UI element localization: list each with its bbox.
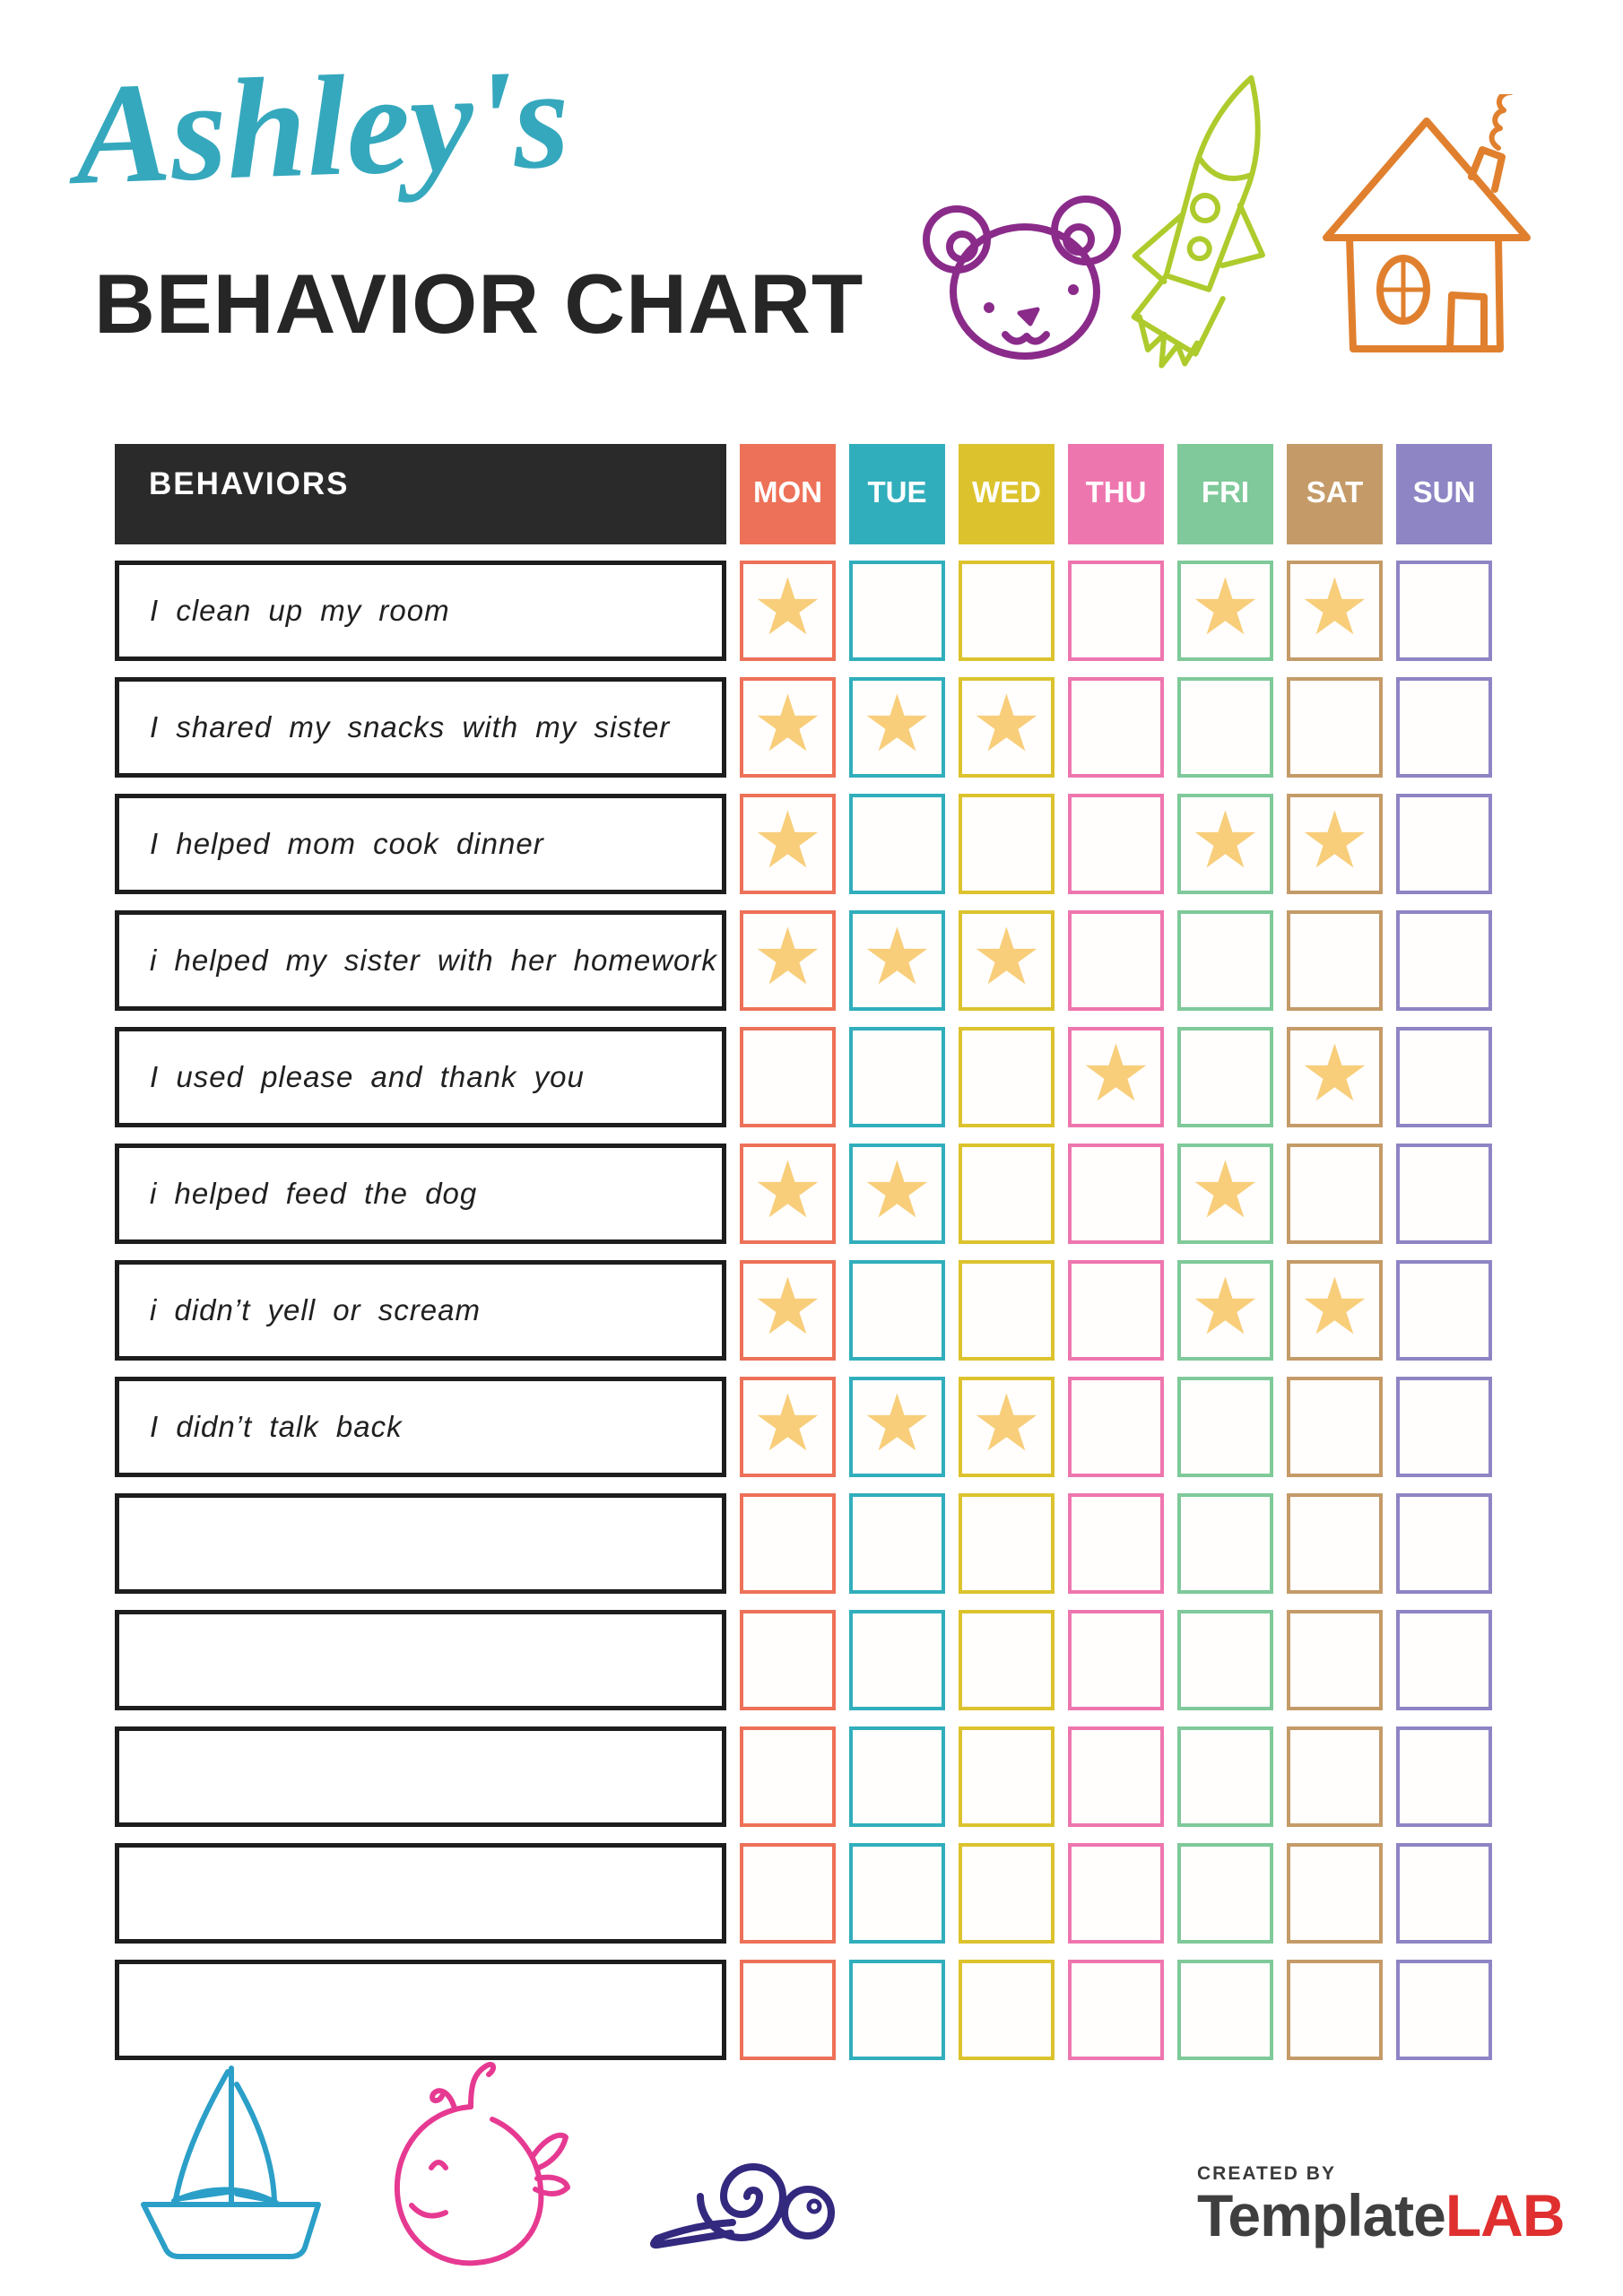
day-header-label: SUN [1412, 475, 1476, 509]
day-cell-thu-row-6 [1068, 1144, 1164, 1244]
day-cell-thu-row-10 [1068, 1610, 1164, 1710]
day-cell-mon-row-5 [740, 1027, 836, 1127]
day-cell-mon-row-9 [740, 1493, 836, 1594]
day-cell-mon-row-6 [740, 1144, 836, 1244]
day-header-mon [740, 444, 836, 544]
day-cell-tue-row-5 [849, 1027, 945, 1127]
day-cell-wed-row-5 [959, 1027, 1055, 1127]
day-cell-tue-row-6 [849, 1144, 945, 1244]
day-cell-thu-row-4 [1068, 910, 1164, 1011]
house-doodle-icon [1314, 94, 1538, 363]
day-header-label: SAT [1306, 475, 1364, 509]
page-title-script: Ashley's [72, 37, 572, 215]
day-cell-mon-row-10 [740, 1610, 836, 1710]
day-cell-wed-row-10 [959, 1610, 1055, 1710]
day-header-sat [1287, 444, 1383, 544]
star-icon: ★ [752, 910, 823, 1003]
day-cell-tue-row-8 [849, 1377, 945, 1477]
behavior-label-row-4: i helped my sister with her homework [115, 910, 726, 1011]
day-cell-wed-row-13 [959, 1960, 1055, 2060]
day-cell-sun-row-11 [1396, 1726, 1492, 1827]
day-cell-mon-row-12 [740, 1843, 836, 1944]
behavior-label-row-10 [115, 1610, 726, 1710]
day-header-fri [1177, 444, 1273, 544]
star-icon: ★ [752, 1377, 823, 1469]
rocket-doodle-icon [1121, 70, 1318, 386]
day-cell-sat-row-2 [1287, 677, 1383, 778]
day-cell-sat-row-8 [1287, 1377, 1383, 1477]
day-cell-wed-row-1 [959, 561, 1055, 661]
behavior-label-row-13 [115, 1960, 726, 2060]
day-cell-sun-row-9 [1396, 1493, 1492, 1594]
teddy-bear-doodle-icon [910, 184, 1134, 372]
star-icon: ★ [971, 1377, 1042, 1469]
day-cell-wed-row-12 [959, 1843, 1055, 1944]
day-cell-sat-row-4 [1287, 910, 1383, 1011]
day-cell-sat-row-5 [1287, 1027, 1383, 1127]
day-cell-wed-row-4 [959, 910, 1055, 1011]
day-cell-sat-row-1 [1287, 561, 1383, 661]
day-cell-sun-row-3 [1396, 794, 1492, 894]
star-icon: ★ [1299, 1027, 1370, 1119]
day-cell-sun-row-10 [1396, 1610, 1492, 1710]
day-cell-wed-row-3 [959, 794, 1055, 894]
day-header-label: TUE [867, 475, 927, 509]
day-cell-sat-row-7 [1287, 1260, 1383, 1361]
day-cell-mon-row-13 [740, 1960, 836, 2060]
behavior-label-row-2: I shared my snacks with my sister [115, 677, 726, 778]
behavior-label-row-5: I used please and thank you [115, 1027, 726, 1127]
behavior-label-row-3: I helped mom cook dinner [115, 794, 726, 894]
day-cell-tue-row-3 [849, 794, 945, 894]
star-icon: ★ [971, 677, 1042, 770]
star-icon: ★ [1081, 1027, 1151, 1119]
day-cell-tue-row-10 [849, 1610, 945, 1710]
day-cell-sat-row-9 [1287, 1493, 1383, 1594]
day-cell-wed-row-11 [959, 1726, 1055, 1827]
behaviors-column-header-label: BEHAVIORS [149, 466, 350, 501]
day-cell-sun-row-8 [1396, 1377, 1492, 1477]
star-icon: ★ [752, 1144, 823, 1236]
star-icon: ★ [1299, 794, 1370, 886]
day-cell-fri-row-10 [1177, 1610, 1273, 1710]
day-cell-tue-row-13 [849, 1960, 945, 2060]
day-cell-mon-row-2 [740, 677, 836, 778]
day-cell-mon-row-3 [740, 794, 836, 894]
day-cell-fri-row-12 [1177, 1843, 1273, 1944]
day-cell-thu-row-9 [1068, 1493, 1164, 1594]
day-cell-thu-row-2 [1068, 677, 1164, 778]
day-cell-tue-row-11 [849, 1726, 945, 1827]
day-cell-tue-row-7 [849, 1260, 945, 1361]
behavior-label-row-8: I didn’t talk back [115, 1377, 726, 1477]
sailboat-doodle-icon [135, 2054, 336, 2265]
brand-template-text: Template [1197, 2182, 1445, 2248]
day-cell-sun-row-6 [1396, 1144, 1492, 1244]
day-cell-tue-row-2 [849, 677, 945, 778]
day-cell-wed-row-7 [959, 1260, 1055, 1361]
day-cell-fri-row-2 [1177, 677, 1273, 778]
day-cell-sun-row-5 [1396, 1027, 1492, 1127]
day-cell-sat-row-11 [1287, 1726, 1383, 1827]
day-cell-fri-row-9 [1177, 1493, 1273, 1594]
day-cell-fri-row-7 [1177, 1260, 1273, 1361]
day-cell-thu-row-12 [1068, 1843, 1164, 1944]
day-cell-tue-row-9 [849, 1493, 945, 1594]
day-cell-fri-row-5 [1177, 1027, 1273, 1127]
day-cell-sun-row-12 [1396, 1843, 1492, 1944]
star-icon: ★ [862, 910, 933, 1003]
star-icon: ★ [1190, 1260, 1261, 1352]
star-icon: ★ [1190, 1144, 1261, 1236]
behavior-chart-table [115, 444, 1492, 2060]
star-icon: ★ [752, 561, 823, 653]
day-header-label: THU [1085, 475, 1147, 509]
behaviors-column-header [115, 444, 726, 544]
day-cell-sat-row-6 [1287, 1144, 1383, 1244]
star-icon: ★ [752, 794, 823, 886]
day-cell-sun-row-7 [1396, 1260, 1492, 1361]
day-cell-thu-row-5 [1068, 1027, 1164, 1127]
star-icon: ★ [862, 1144, 933, 1236]
day-header-thu [1068, 444, 1164, 544]
snail-doodle-icon [632, 2130, 847, 2265]
day-header-wed [959, 444, 1055, 544]
day-cell-fri-row-3 [1177, 794, 1273, 894]
day-cell-mon-row-8 [740, 1377, 836, 1477]
day-cell-tue-row-4 [849, 910, 945, 1011]
day-cell-thu-row-1 [1068, 561, 1164, 661]
behavior-label-row-11 [115, 1726, 726, 1827]
star-icon: ★ [1190, 561, 1261, 653]
day-header-label: FRI [1201, 475, 1250, 509]
star-icon: ★ [752, 1260, 823, 1352]
day-cell-mon-row-1 [740, 561, 836, 661]
day-cell-sun-row-1 [1396, 561, 1492, 661]
day-cell-fri-row-8 [1177, 1377, 1273, 1477]
day-cell-sun-row-4 [1396, 910, 1492, 1011]
day-cell-fri-row-11 [1177, 1726, 1273, 1827]
day-cell-thu-row-8 [1068, 1377, 1164, 1477]
day-cell-thu-row-3 [1068, 794, 1164, 894]
day-cell-mon-row-4 [740, 910, 836, 1011]
day-cell-thu-row-13 [1068, 1960, 1164, 2060]
behavior-label-row-7: i didn’t yell or scream [115, 1260, 726, 1361]
day-cell-sun-row-2 [1396, 677, 1492, 778]
star-icon: ★ [752, 677, 823, 770]
day-cell-fri-row-13 [1177, 1960, 1273, 2060]
whale-doodle-icon [381, 2049, 574, 2274]
day-cell-mon-row-11 [740, 1726, 836, 1827]
star-icon: ★ [1299, 1260, 1370, 1352]
day-cell-fri-row-6 [1177, 1144, 1273, 1244]
day-cell-sat-row-3 [1287, 794, 1383, 894]
behavior-label-row-6: i helped feed the dog [115, 1144, 726, 1244]
day-cell-sun-row-13 [1396, 1960, 1492, 2060]
star-icon: ★ [971, 910, 1042, 1003]
star-icon: ★ [862, 1377, 933, 1469]
behavior-label-row-1: I clean up my room [115, 561, 726, 661]
page-title-main: BEHAVIOR CHART [94, 257, 864, 351]
day-header-tue [849, 444, 945, 544]
day-cell-mon-row-7 [740, 1260, 836, 1361]
day-cell-wed-row-9 [959, 1493, 1055, 1594]
star-icon: ★ [862, 677, 933, 770]
day-cell-sat-row-13 [1287, 1960, 1383, 2060]
day-cell-sat-row-10 [1287, 1610, 1383, 1710]
templatelab-logo [1197, 2163, 1565, 2247]
day-cell-thu-row-11 [1068, 1726, 1164, 1827]
day-header-label: MON [753, 475, 822, 509]
day-cell-wed-row-8 [959, 1377, 1055, 1477]
created-by-label: CREATED BY [1197, 2163, 1336, 2184]
day-cell-wed-row-2 [959, 677, 1055, 778]
day-header-sun [1396, 444, 1492, 544]
day-cell-sat-row-12 [1287, 1843, 1383, 1944]
star-icon: ★ [1299, 561, 1370, 653]
brand-lab-text: LAB [1445, 2182, 1565, 2248]
day-header-label: WED [972, 475, 1041, 509]
star-icon: ★ [1190, 794, 1261, 886]
day-cell-fri-row-1 [1177, 561, 1273, 661]
brand-wordmark [1197, 2182, 1565, 2248]
behavior-label-row-9 [115, 1493, 726, 1594]
day-cell-tue-row-12 [849, 1843, 945, 1944]
behavior-label-row-12 [115, 1843, 726, 1944]
day-cell-fri-row-4 [1177, 910, 1273, 1011]
day-cell-wed-row-6 [959, 1144, 1055, 1244]
day-cell-thu-row-7 [1068, 1260, 1164, 1361]
day-cell-tue-row-1 [849, 561, 945, 661]
